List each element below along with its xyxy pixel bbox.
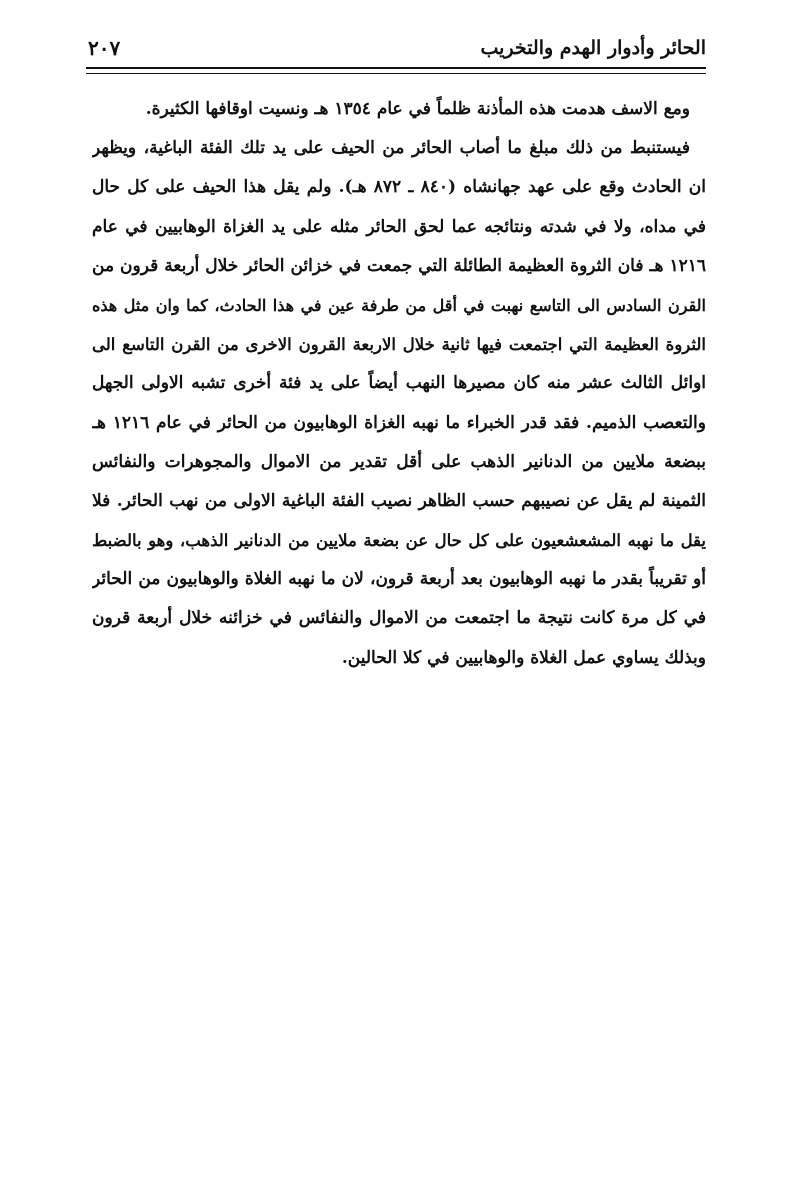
text-line: اوائل الثالث عشر منه كان مصيرها النهب أيضاً على يد فئة أخرى تشبه الاولى الجهل <box>92 373 706 394</box>
body-text <box>92 90 706 678</box>
text-line: الثمينة لم يقل عن نصيبهم حسب الظاهر نصيب الفئة الباغية الاولى من نهب الحائر. فلا <box>92 490 706 511</box>
text-line: الثروة العظيمة التي اجتمعت فيها ثانية خلال الاربعة القرون الاخرى من القرن التاسع الى <box>92 335 706 355</box>
header-rule-thick <box>86 67 706 69</box>
page-number: ٢٠٧ <box>88 36 121 60</box>
text-line: ببضعة ملايين من الدنانير الذهب على أقل تقدير من الاموال والمجوهرات والنفائس <box>92 451 706 472</box>
header-title: الحائر وأدوار الهدم والتخريب <box>480 37 706 59</box>
text-line: أو تقريباً بقدر ما نهبه الوهابيون بعد أربعة قرون، لان ما نهبه الغلاة والوهابيون من الحائر <box>92 569 706 590</box>
text-line: والتعصب الذميم. فقد قدر الخبراء ما نهبه الغزاة الوهابيون من الحائر في عام ١٢١٦ هـ <box>92 412 706 433</box>
text-line: فيستنبط من ذلك مبلغ ما أصاب الحائر من الحيف على يد تلك الفئة الباغية، ويظهر <box>92 138 690 159</box>
running-header <box>88 30 706 66</box>
text-line: ان الحادث وقع على عهد جهانشاه (٨٤٠ ـ ٨٧٢ هـ). ولم يقل هذا الحيف على كل حال <box>92 177 706 198</box>
text-line: القرن السادس الى التاسع نهبت في أقل من طرفة عين في هذا الحادث، كما وان مثل هذه <box>92 295 706 315</box>
text-line: ١٢١٦ هـ فان الثروة العظيمة الطائلة التي جمعت في خزائن الحائر خلال أربعة قرون من <box>92 255 706 276</box>
text-line: في مداه، ولا في شدته ونتائجه عما لحق الحائر مثله على يد الغزاة الوهابيين في عام <box>92 216 706 237</box>
text-line: ومع الاسف هدمت هذه المأذنة ظلماً في عام ١٣٥٤ هـ ونسيت اوقافها الكثيرة. <box>145 99 690 119</box>
text-line: في كل مرة كانت نتيجة ما اجتمعت من الاموال والنفائس في خزائنه خلال أربعة قرون <box>92 608 706 629</box>
header-rule-thin <box>86 73 706 74</box>
text-line: وبذلك يساوي عمل الغلاة والوهابيين في كلا الحالين. <box>341 647 706 668</box>
text-line: يقل ما نهبه المشعشعيون على كل حال عن بضعة ملايين من الدنانير الذهب، وهو بالضبط <box>92 531 706 551</box>
